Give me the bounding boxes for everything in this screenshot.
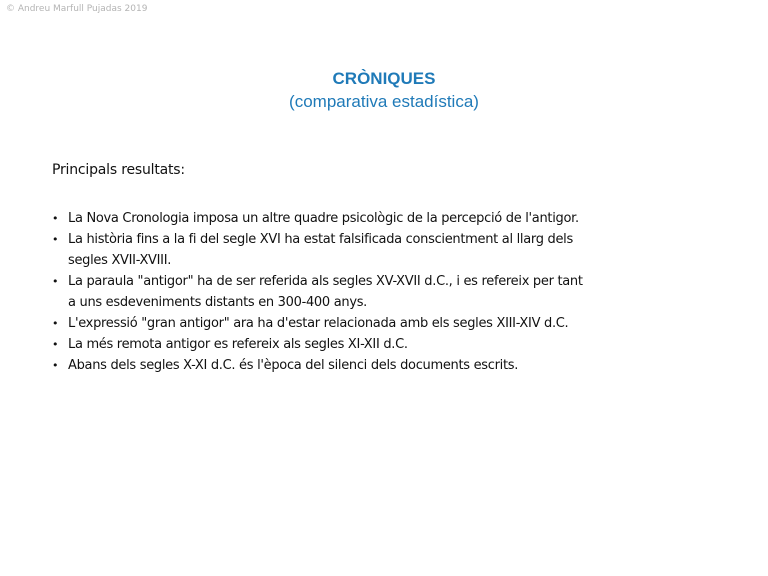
list-item-text: L'expressió "gran antigor" ara ha d'estar relacionada amb els segles XIII-XIV d.C. (68, 316, 569, 331)
results-list (28, 208, 728, 376)
bullet-marker: • (52, 233, 59, 246)
list-item-text: La Nova Cronologia imposa un altre quadre psicològic de la percepció de l'antigor. (68, 211, 579, 226)
list-item (28, 334, 728, 355)
copyright-notice: © Andreu Marfull Pujadas 2019 (6, 4, 148, 14)
list-item (28, 208, 728, 229)
list-item (28, 313, 728, 334)
slide-title: CRÒNIQUES (332, 69, 436, 88)
list-item (28, 229, 728, 271)
slide-title-block (0, 68, 768, 114)
bullet-marker: • (52, 212, 59, 225)
bullet-marker: • (52, 275, 59, 288)
list-item (28, 271, 728, 313)
list-item-text: La paraula "antigor" ha de ser referida als segles XV-XVII d.C., i es refereix per tant a uns esdeveniments distants en 300-400 anys. (68, 274, 583, 310)
bullet-marker: • (52, 317, 59, 330)
bullet-marker: • (52, 359, 59, 372)
list-item-text: Abans dels segles X-XI d.C. és l'època del silenci dels documents escrits. (68, 358, 519, 373)
list-item (28, 355, 728, 376)
list-item-text: La història fins a la fi del segle XVI ha estat falsificada conscientment al llarg dels segles XVII-XVIII. (68, 232, 573, 268)
intro-heading: Principals resultats: (52, 162, 185, 178)
slide-subtitle: (comparativa estadística) (289, 92, 479, 111)
bullet-marker: • (52, 338, 59, 351)
list-item-text: La més remota antigor es refereix als segles XI-XII d.C. (68, 337, 408, 352)
